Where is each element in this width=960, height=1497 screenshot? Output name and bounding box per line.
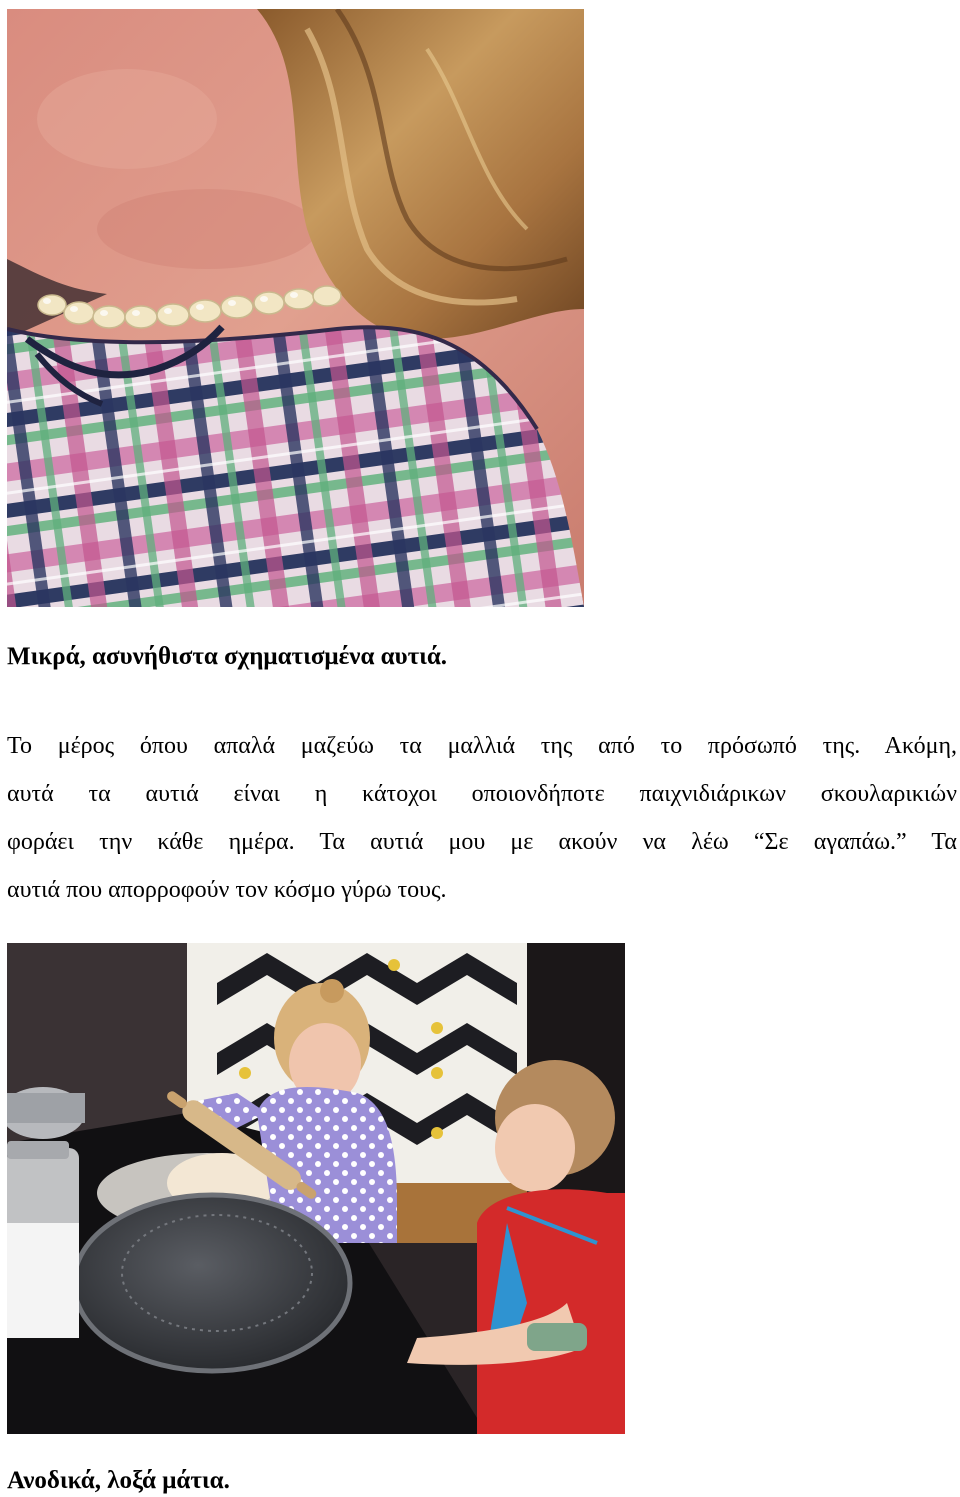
paragraph-line: αυτιά που απορροφούν τον κόσμο γύρω τους. xyxy=(7,877,447,903)
body-paragraph xyxy=(7,722,957,914)
photo-caption-eyes: Ανοδικά, λοξά μάτια. xyxy=(7,1467,230,1494)
paragraph-line: Το μέρος όπου απαλά μαζεύω τα μαλλιά της από το πρόσωπό της. Ακόμη, xyxy=(7,733,957,759)
paragraph-line: αυτά τα αυτιά είναι η κάτοχοι οποιονδήποτε παιχνιδιάρικων σκουλαρικιών xyxy=(7,781,957,807)
children-baking-photo xyxy=(7,943,625,1434)
paragraph-line: φοράει την κάθε ημέρα. Τα αυτιά μου με ακούν να λέω “Σε αγαπάω.” Τα xyxy=(7,829,957,855)
photo-caption-ears: Μικρά, ασυνήθιστα σχηματισμένα αυτιά. xyxy=(7,643,448,670)
neck-closeup-photo xyxy=(7,9,584,607)
